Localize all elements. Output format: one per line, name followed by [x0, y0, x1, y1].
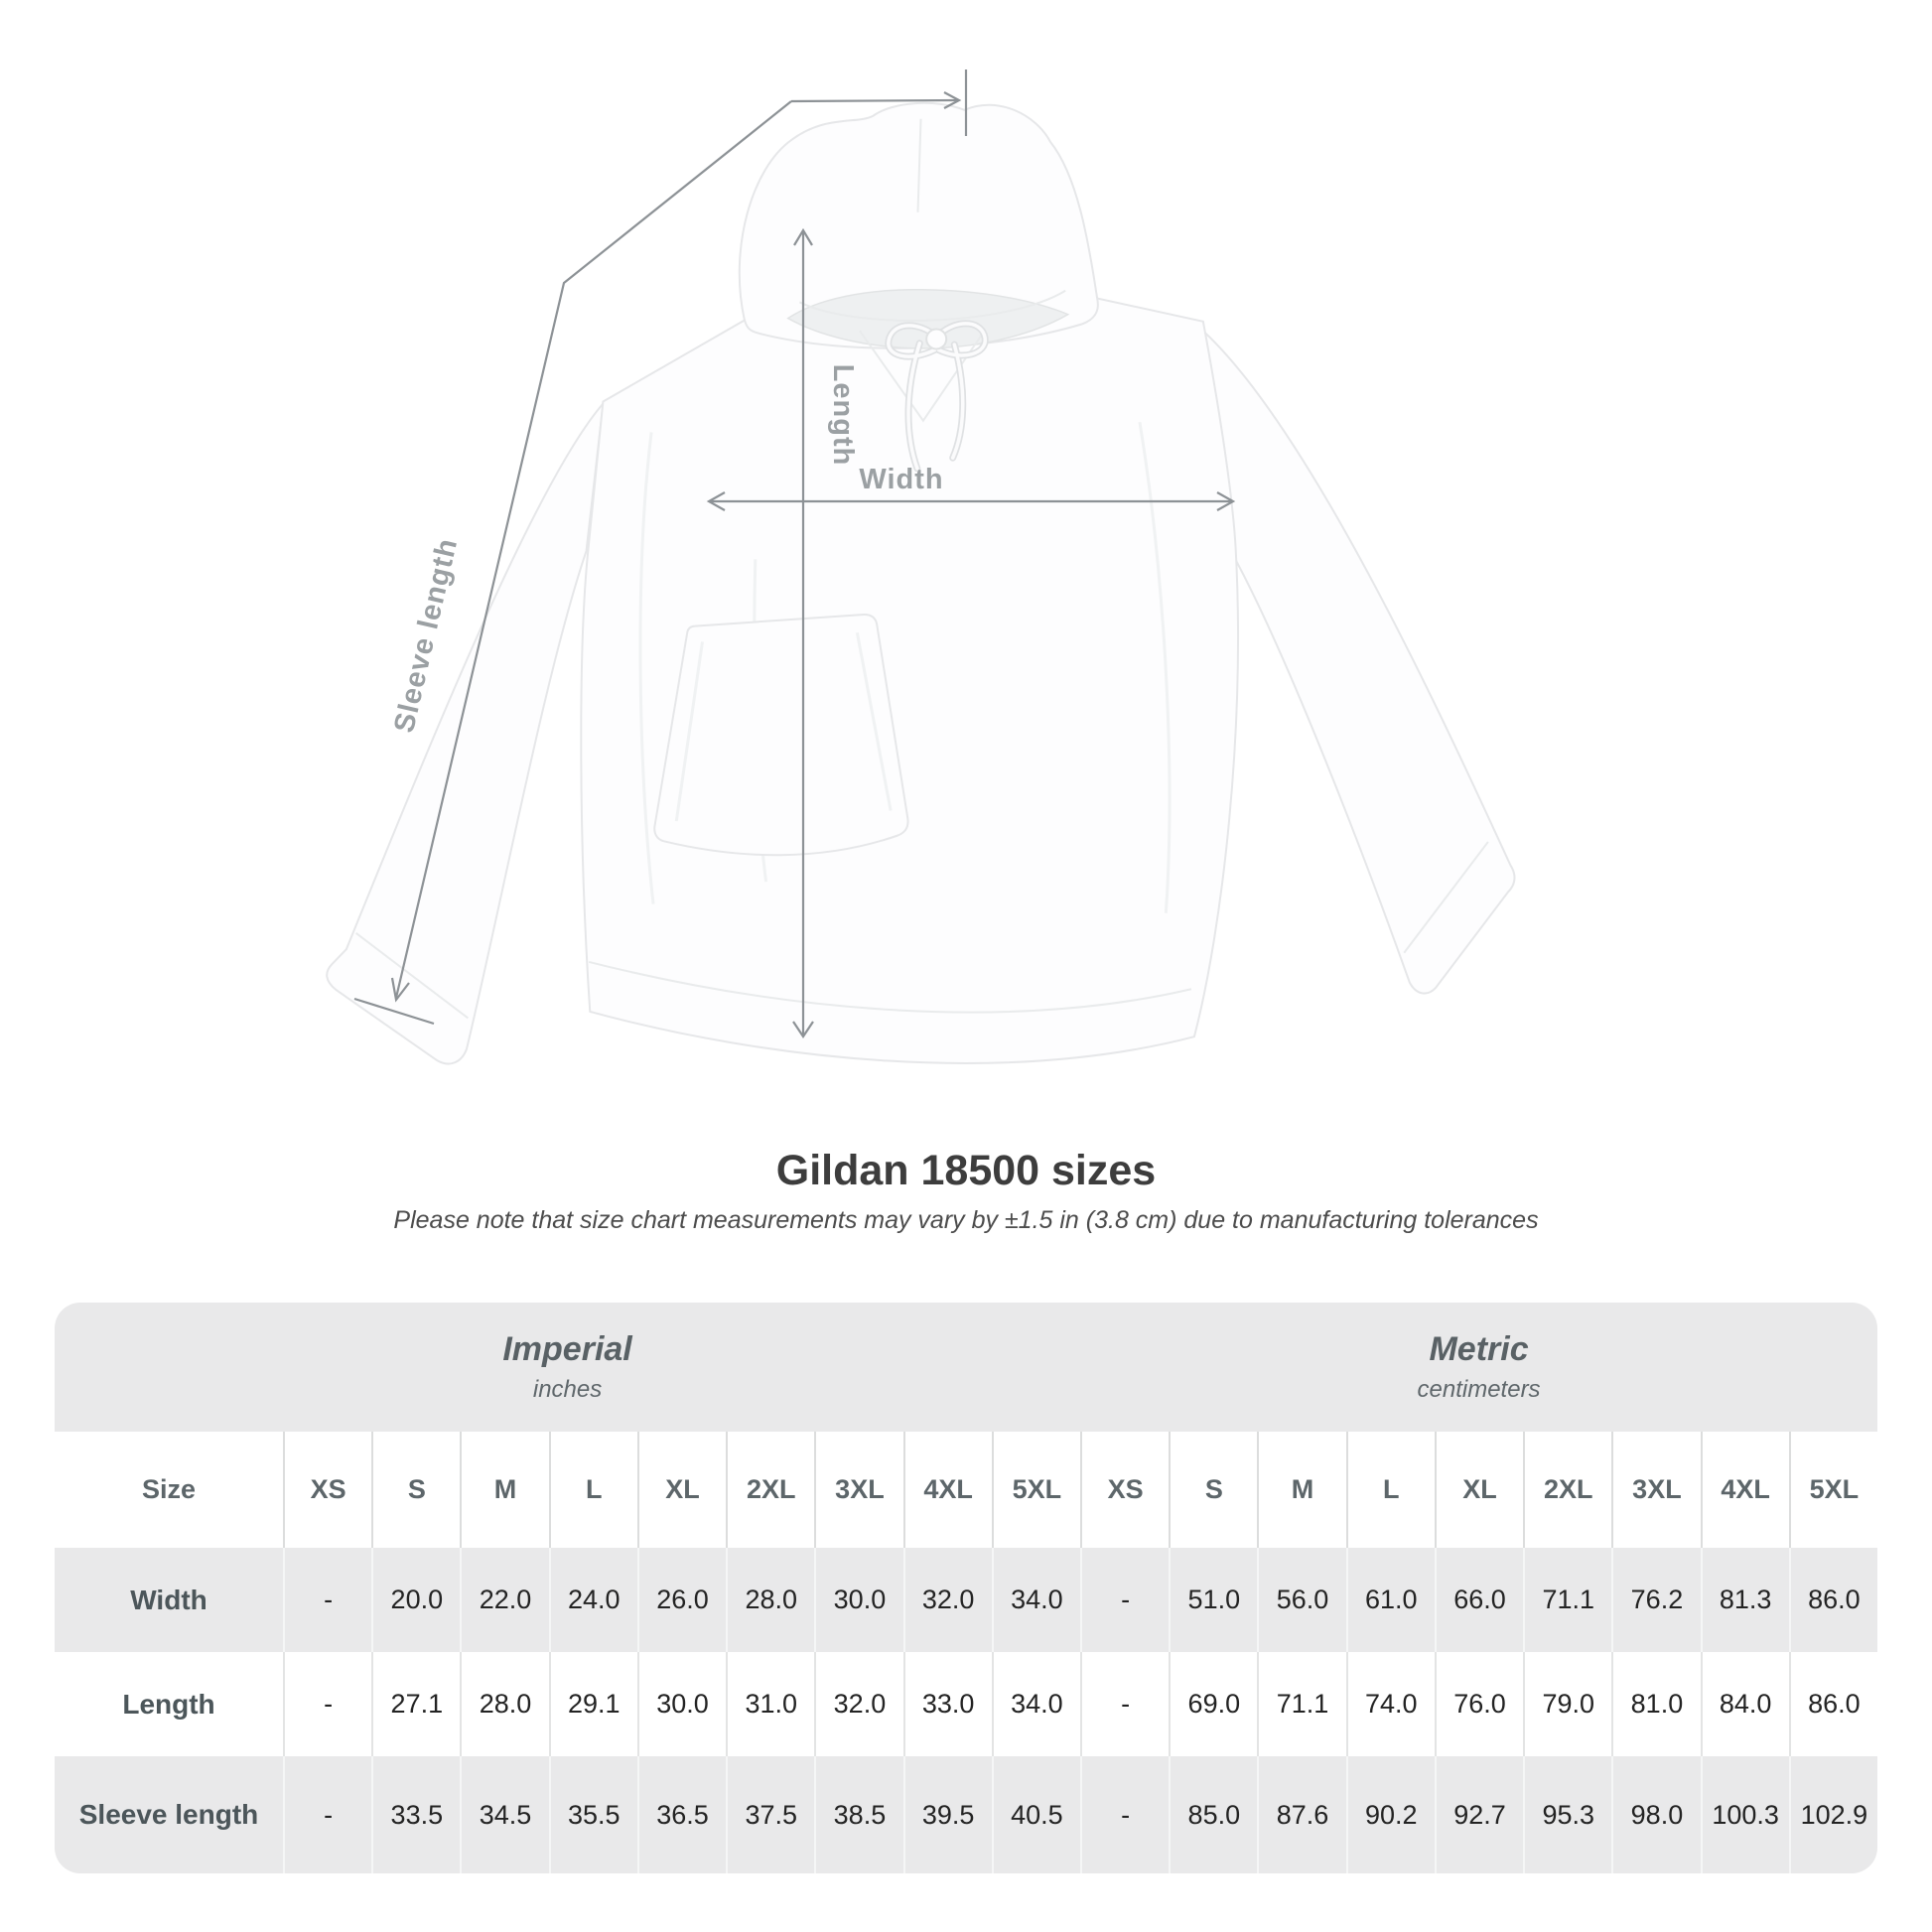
value-cell: 20.0 [371, 1548, 460, 1652]
size-header-imperial-xl: XL [637, 1432, 726, 1548]
value-cell: 38.5 [814, 1756, 902, 1873]
size-header-metric-m: M [1257, 1432, 1345, 1548]
value-cell: 51.0 [1169, 1548, 1257, 1652]
size-header-imperial-m: M [460, 1432, 548, 1548]
value-cell: 95.3 [1523, 1756, 1611, 1873]
size-header-metric-l: L [1346, 1432, 1435, 1548]
tolerance-note: Please note that size chart measurements may vary by ±1.5 in (3.8 cm) due to manufacturing tolerances [393, 1206, 1539, 1235]
value-cell: 30.0 [814, 1548, 902, 1652]
value-cell: 102.9 [1789, 1756, 1877, 1873]
size-header-metric-xs: XS [1080, 1432, 1169, 1548]
size-header-metric-xl: XL [1435, 1432, 1523, 1548]
value-cell: 32.0 [903, 1548, 992, 1652]
unit-header-row [55, 1303, 1877, 1432]
length-label: Length [827, 363, 859, 467]
value-cell: 33.5 [371, 1756, 460, 1873]
value-cell: 87.6 [1257, 1756, 1345, 1873]
value-cell: 81.3 [1701, 1548, 1789, 1652]
hoodie-illustration [309, 91, 1518, 1077]
size-header-metric-5xl: 5XL [1789, 1432, 1877, 1548]
sleeve-length-label: Sleeve length [388, 534, 465, 736]
value-cell: 81.0 [1611, 1652, 1700, 1756]
value-cell: 28.0 [460, 1652, 548, 1756]
width-label: Width [859, 464, 944, 495]
table-row-width [55, 1548, 1877, 1652]
value-cell: 85.0 [1169, 1756, 1257, 1873]
value-cell: 26.0 [637, 1548, 726, 1652]
value-cell: 79.0 [1523, 1652, 1611, 1756]
value-cell: 24.0 [549, 1548, 637, 1652]
hoodie-left-sleeve [315, 403, 617, 1066]
value-cell: 37.5 [726, 1756, 814, 1873]
value-cell: 56.0 [1257, 1548, 1345, 1652]
value-cell: - [283, 1652, 371, 1756]
value-cell: - [1080, 1756, 1169, 1873]
page-title: Gildan 18500 sizes [775, 1147, 1157, 1194]
value-cell: - [1080, 1548, 1169, 1652]
value-cell: 76.2 [1611, 1548, 1700, 1652]
imperial-label: Imperial [502, 1330, 632, 1369]
hoodie-right-sleeve [1197, 320, 1517, 999]
size-header-imperial-3xl: 3XL [814, 1432, 902, 1548]
value-cell: - [283, 1756, 371, 1873]
value-cell: - [1080, 1652, 1169, 1756]
value-cell: 74.0 [1346, 1652, 1435, 1756]
size-header-row [55, 1432, 1877, 1548]
value-cell: 98.0 [1611, 1756, 1700, 1873]
value-cell: 29.1 [549, 1652, 637, 1756]
value-cell: 100.3 [1701, 1756, 1789, 1873]
value-cell: 71.1 [1523, 1548, 1611, 1652]
value-cell: 40.5 [992, 1756, 1080, 1873]
value-cell: 31.0 [726, 1652, 814, 1756]
value-cell: 35.5 [549, 1756, 637, 1873]
imperial-group-header [55, 1303, 1080, 1432]
value-cell: 36.5 [637, 1756, 726, 1873]
size-header-imperial-l: L [549, 1432, 637, 1548]
row-label-sleeve-length: Sleeve length [78, 1799, 259, 1831]
size-table [55, 1303, 1877, 1873]
value-cell: 22.0 [460, 1548, 548, 1652]
value-cell: 30.0 [637, 1652, 726, 1756]
value-cell: 34.0 [992, 1548, 1080, 1652]
value-cell: 86.0 [1789, 1548, 1877, 1652]
value-cell: 33.0 [903, 1652, 992, 1756]
table-row-sleeve-length [55, 1756, 1877, 1873]
value-cell: - [283, 1548, 371, 1652]
table-row-length [55, 1652, 1877, 1756]
size-header-metric-2xl: 2XL [1523, 1432, 1611, 1548]
value-cell: 27.1 [371, 1652, 460, 1756]
size-header-metric-s: S [1169, 1432, 1257, 1548]
value-cell: 90.2 [1346, 1756, 1435, 1873]
size-header-imperial-2xl: 2XL [726, 1432, 814, 1548]
size-corner-label: Size [141, 1474, 197, 1505]
size-header-imperial-5xl: 5XL [992, 1432, 1080, 1548]
value-cell: 92.7 [1435, 1756, 1523, 1873]
imperial-unit-label: inches [532, 1376, 603, 1404]
value-cell: 76.0 [1435, 1652, 1523, 1756]
row-label-width: Width [130, 1584, 207, 1615]
value-cell: 84.0 [1701, 1652, 1789, 1756]
size-header-metric-4xl: 4XL [1701, 1432, 1789, 1548]
metric-unit-label: centimeters [1417, 1376, 1541, 1404]
metric-group-header [1080, 1303, 1877, 1432]
row-label-length: Length [122, 1688, 215, 1720]
size-header-imperial-4xl: 4XL [903, 1432, 992, 1548]
value-cell: 39.5 [903, 1756, 992, 1873]
value-cell: 32.0 [814, 1652, 902, 1756]
value-cell: 71.1 [1257, 1652, 1345, 1756]
metric-label: Metric [1429, 1330, 1529, 1369]
value-cell: 61.0 [1346, 1548, 1435, 1652]
value-cell: 34.5 [460, 1756, 548, 1873]
size-header-imperial-xs: XS [283, 1432, 371, 1548]
value-cell: 66.0 [1435, 1548, 1523, 1652]
value-cell: 28.0 [726, 1548, 814, 1652]
size-header-metric-3xl: 3XL [1611, 1432, 1700, 1548]
size-header-imperial-s: S [371, 1432, 460, 1548]
value-cell: 86.0 [1789, 1652, 1877, 1756]
value-cell: 34.0 [992, 1652, 1080, 1756]
value-cell: 69.0 [1169, 1652, 1257, 1756]
